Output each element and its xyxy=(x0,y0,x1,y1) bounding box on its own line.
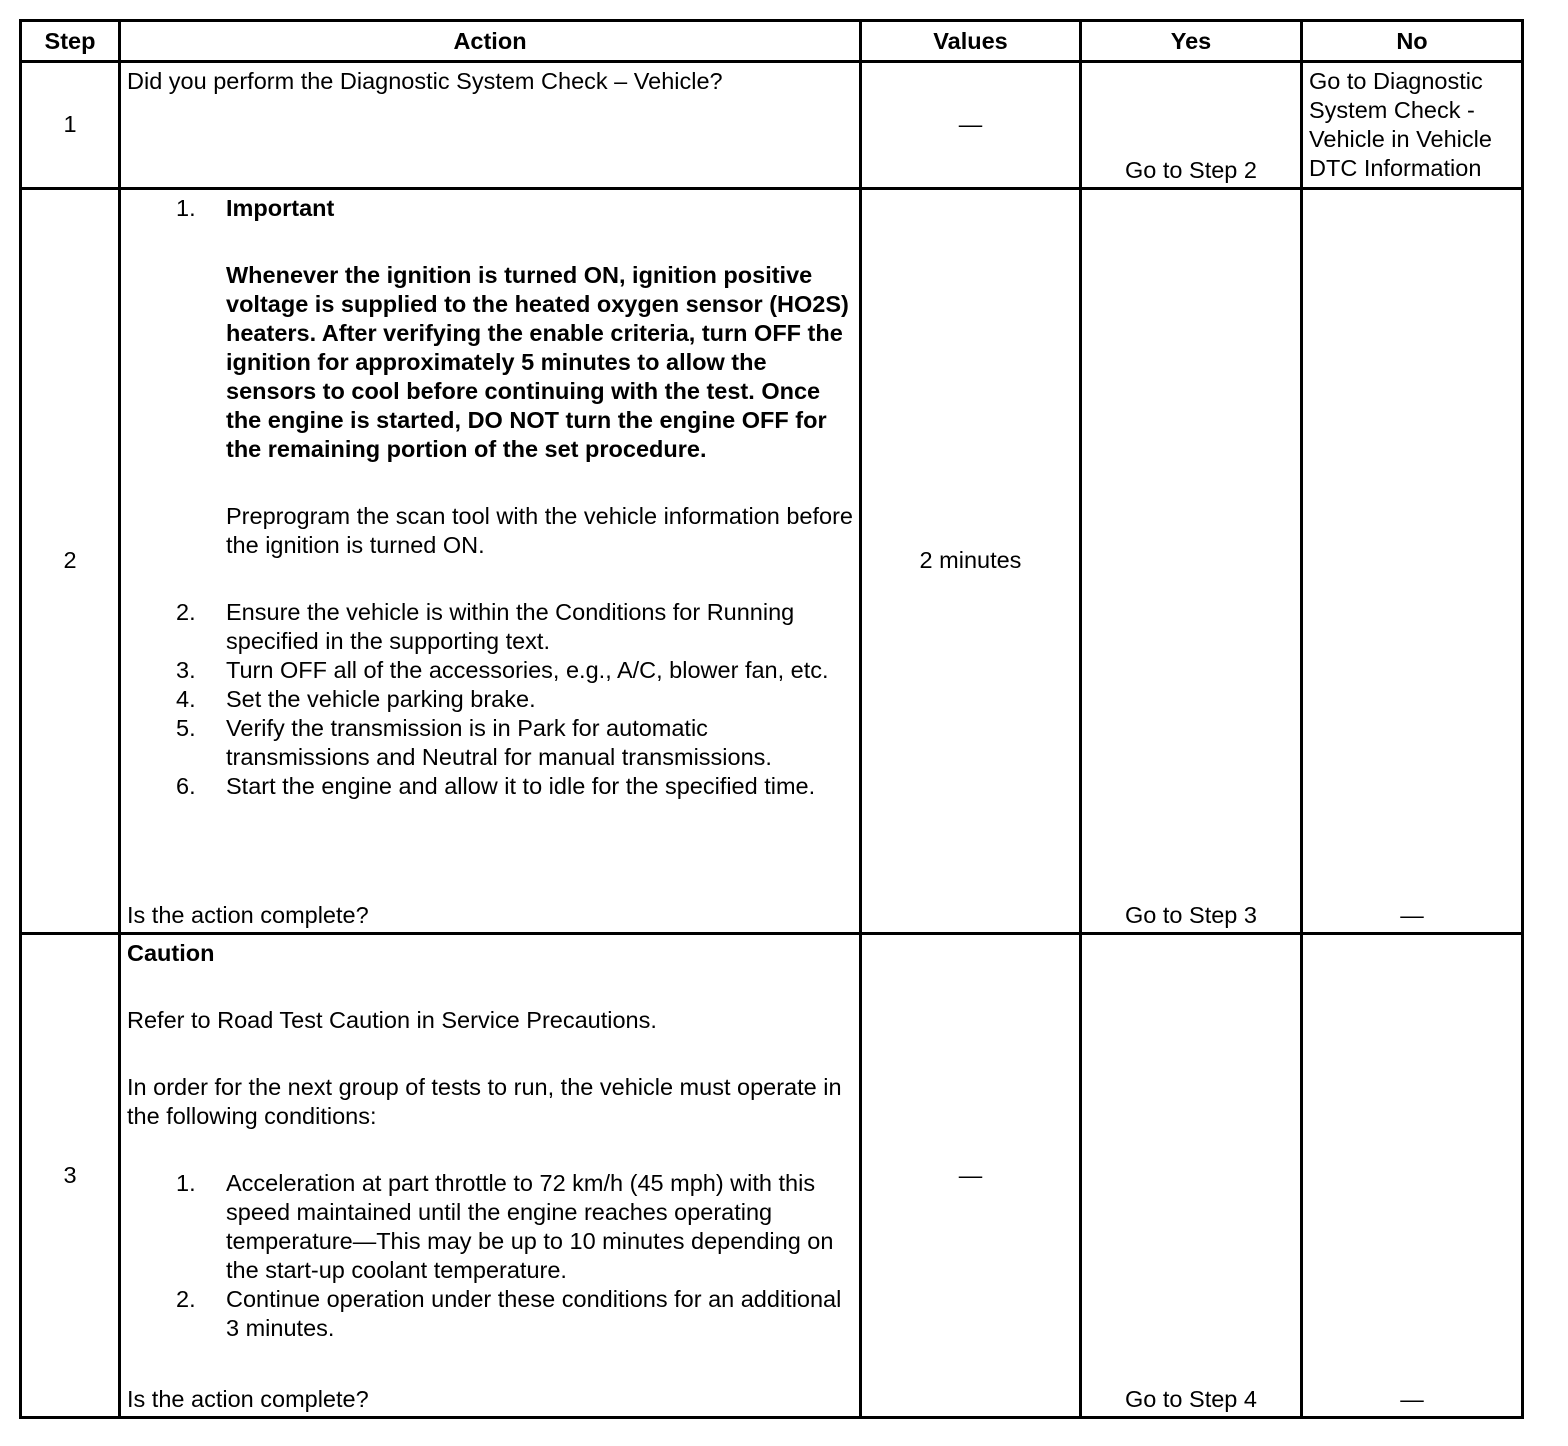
values-cell: — xyxy=(861,62,1081,189)
important-note: Whenever the ignition is turned ON, ignition positive voltage is supplied to the heated oxygen sensor (HO2S) heaters. After verifying the enable criteria, turn OFF the ignition for approximately 5 minutes to allow the sensors to cool before continuing with the test. Once the engine is started, DO NOT turn the engine OFF for the remaining portion of the set procedure. xyxy=(226,261,849,462)
list-item xyxy=(127,772,855,801)
conditions-intro: In order for the next group of tests to run, the vehicle must operate in the following conditions: xyxy=(127,1073,842,1129)
table-row-step-1 xyxy=(21,62,1523,189)
header-yes: Yes xyxy=(1081,21,1302,62)
action-question: Is the action complete? xyxy=(127,901,369,928)
values-cell: — xyxy=(861,933,1081,1417)
step-number: 3 xyxy=(21,933,120,1417)
yes-cell: Go to Step 4 xyxy=(1081,933,1302,1417)
action-cell xyxy=(120,933,861,1417)
list-item xyxy=(127,714,855,772)
list-item-text: Set the vehicle parking brake. xyxy=(226,685,536,712)
step-number: 1 xyxy=(21,62,120,189)
caution-label: Caution xyxy=(127,939,215,966)
preprogram-note: Preprogram the scan tool with the vehicle information before the ignition is turned ON. xyxy=(226,502,853,558)
header-no: No xyxy=(1302,21,1523,62)
list-item-number: 1. xyxy=(176,194,196,221)
no-cell: Go to Diagnostic System Check - Vehicle in Vehicle DTC Information xyxy=(1302,62,1523,189)
header-values: Values xyxy=(861,21,1081,62)
action-cell xyxy=(120,62,861,189)
list-item-number: 4. xyxy=(176,685,196,712)
list-item-text: Ensure the vehicle is within the Conditions for Running specified in the supporting text. xyxy=(226,598,795,654)
action-question: Is the action complete? xyxy=(127,1386,369,1412)
list-item xyxy=(127,194,855,223)
list-item xyxy=(127,1169,855,1285)
header-row xyxy=(21,21,1523,62)
caution-note: Refer to Road Test Caution in Service Precautions. xyxy=(127,1006,657,1033)
list-item-text: Acceleration at part throttle to 72 km/h (45 mph) with this speed maintained until the engine reaches operating temperature—This may be up to 10 minutes depending on the start-up coolant temperature. xyxy=(226,1169,834,1283)
list-item xyxy=(127,656,855,685)
yes-cell: Go to Step 3 xyxy=(1081,188,1302,933)
list-item-number: 2. xyxy=(176,1285,196,1312)
no-cell: — xyxy=(1302,188,1523,933)
list-item-text: Continue operation under these conditions for an additional 3 minutes. xyxy=(226,1285,842,1341)
values-cell: 2 minutes xyxy=(861,188,1081,933)
list-item-number: 2. xyxy=(176,598,196,625)
list-item xyxy=(127,598,855,656)
table-row-step-2 xyxy=(21,188,1523,933)
list-item-number: 1. xyxy=(176,1169,196,1196)
action-question: Did you perform the Diagnostic System Check – Vehicle? xyxy=(127,68,723,94)
yes-cell: Go to Step 2 xyxy=(1081,62,1302,189)
important-label: Important xyxy=(226,194,335,221)
table-row-step-3 xyxy=(21,933,1523,1417)
list-item-text: Verify the transmission is in Park for automatic transmissions and Neutral for manual transmissions. xyxy=(226,714,772,770)
header-action: Action xyxy=(120,21,861,62)
list-item-text: Turn OFF all of the accessories, e.g., A/C, blower fan, etc. xyxy=(226,656,829,683)
list-item-number: 5. xyxy=(176,714,196,741)
step-number: 2 xyxy=(21,188,120,933)
header-step: Step xyxy=(21,21,120,62)
list-item-number: 6. xyxy=(176,772,196,799)
list-item xyxy=(127,685,855,714)
action-cell xyxy=(120,188,861,933)
no-cell: — xyxy=(1302,933,1523,1417)
list-item-text: Start the engine and allow it to idle for the specified time. xyxy=(226,772,816,799)
list-item-number: 3. xyxy=(176,656,196,683)
diagnostic-table xyxy=(19,19,1524,1419)
list-item xyxy=(127,1285,855,1343)
